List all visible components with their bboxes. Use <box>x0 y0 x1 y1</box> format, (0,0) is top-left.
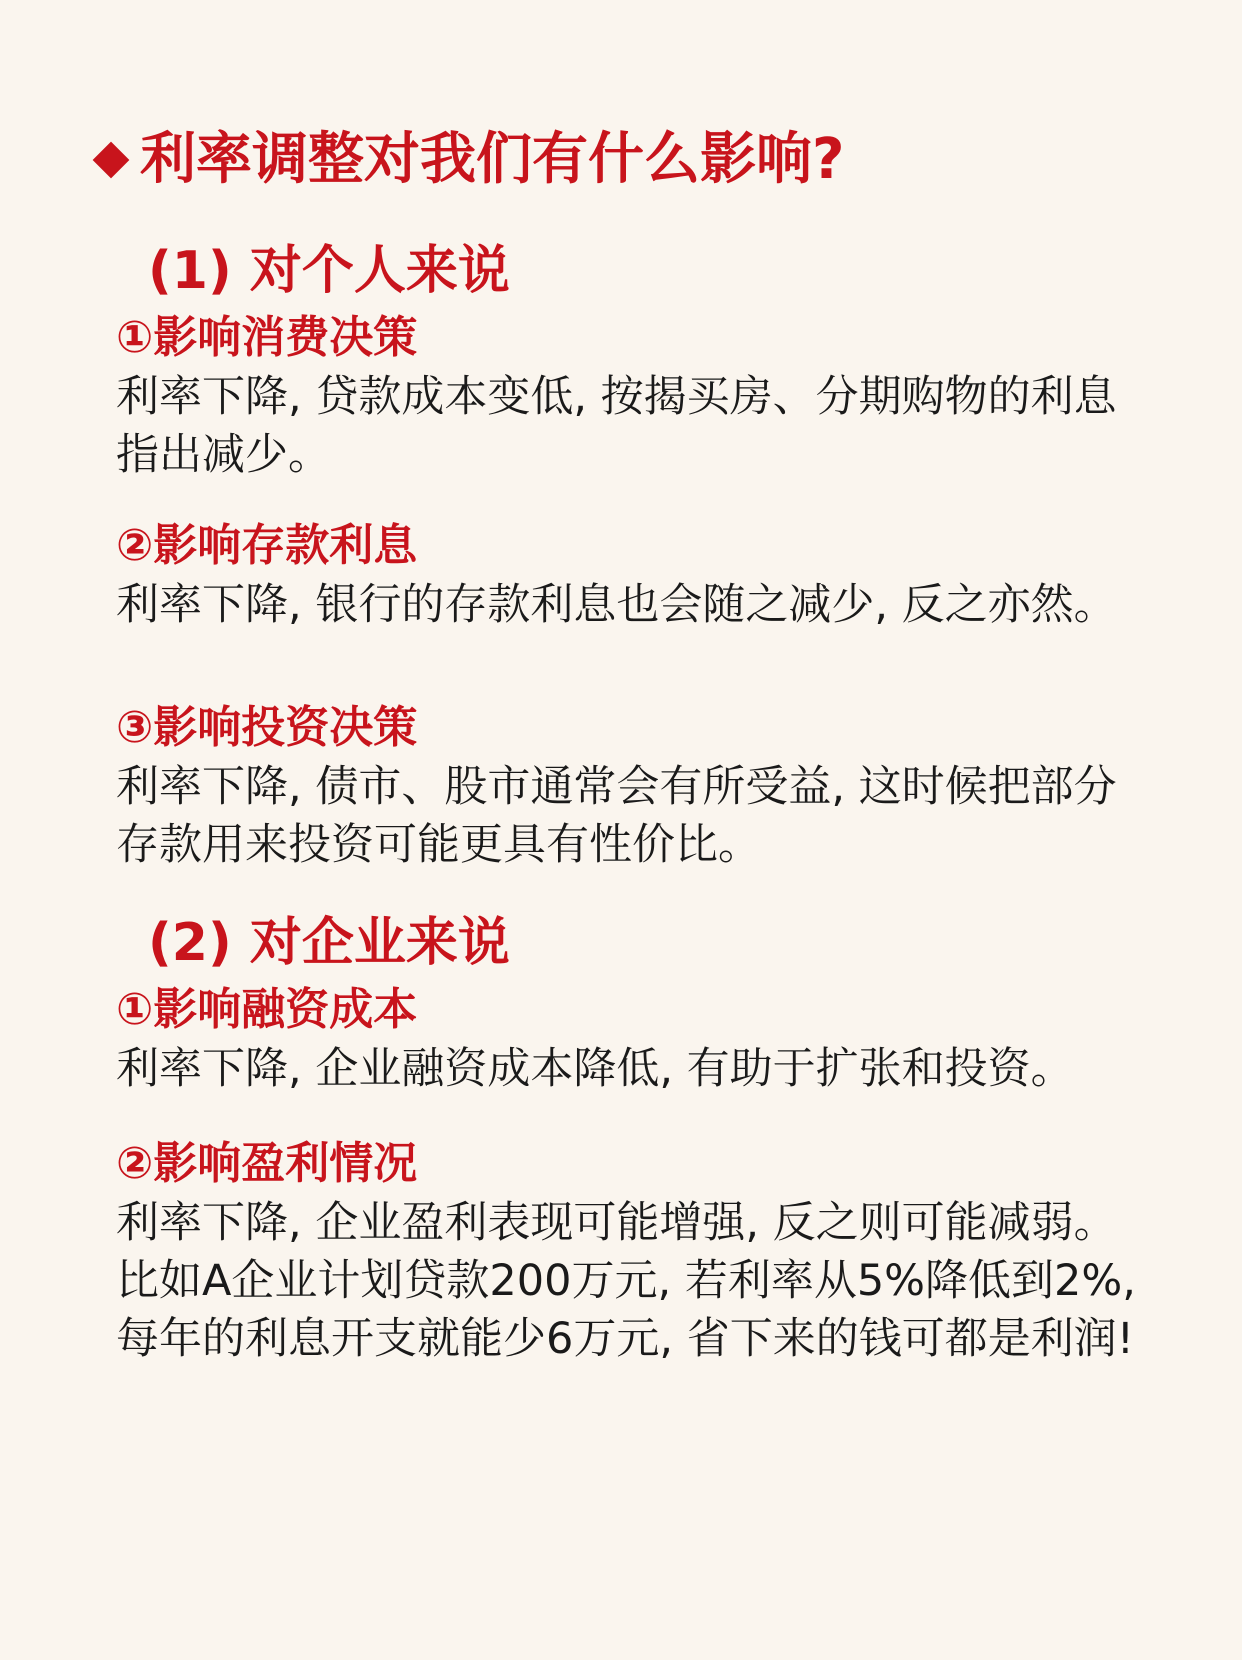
page-title-text: 利率调整对我们有什么影响? <box>140 127 845 192</box>
diamond-icon <box>93 142 130 179</box>
item-heading-deposit: ②影响存款利息 <box>116 520 418 571</box>
item-text-investment: 利率下降, 债市、股市通常会有所受益, 这时候把部分存款用来投资可能更具有性价比。 <box>116 762 1117 870</box>
item-text-profit: 利率下降, 企业盈利表现可能增强, 反之则可能减弱。比如A企业计划贷款200万元, 若利率从5%降低到2%, 每年的利息开支就能少6万元, 省下来的钱可都是利润! <box>116 1198 1136 1364</box>
section-heading-personal: (1) 对个人来说 <box>148 241 510 301</box>
item-heading-consumption: ①影响消费决策 <box>116 312 418 363</box>
item-text-deposit: 利率下降, 银行的存款利息也会随之减少, 反之亦然。 <box>116 580 1117 630</box>
item-heading-investment: ③影响投资决策 <box>116 702 418 753</box>
item-text-financing: 利率下降, 企业融资成本降低, 有助于扩张和投资。 <box>116 1044 1074 1094</box>
page-title <box>92 120 844 200</box>
item-heading-financing: ①影响融资成本 <box>116 984 418 1035</box>
section-heading-enterprise: (2) 对企业来说 <box>148 913 510 973</box>
item-text-consumption: 利率下降, 贷款成本变低, 按揭买房、分期购物的利息指出减少。 <box>116 372 1117 480</box>
item-heading-profit: ②影响盈利情况 <box>116 1138 418 1189</box>
